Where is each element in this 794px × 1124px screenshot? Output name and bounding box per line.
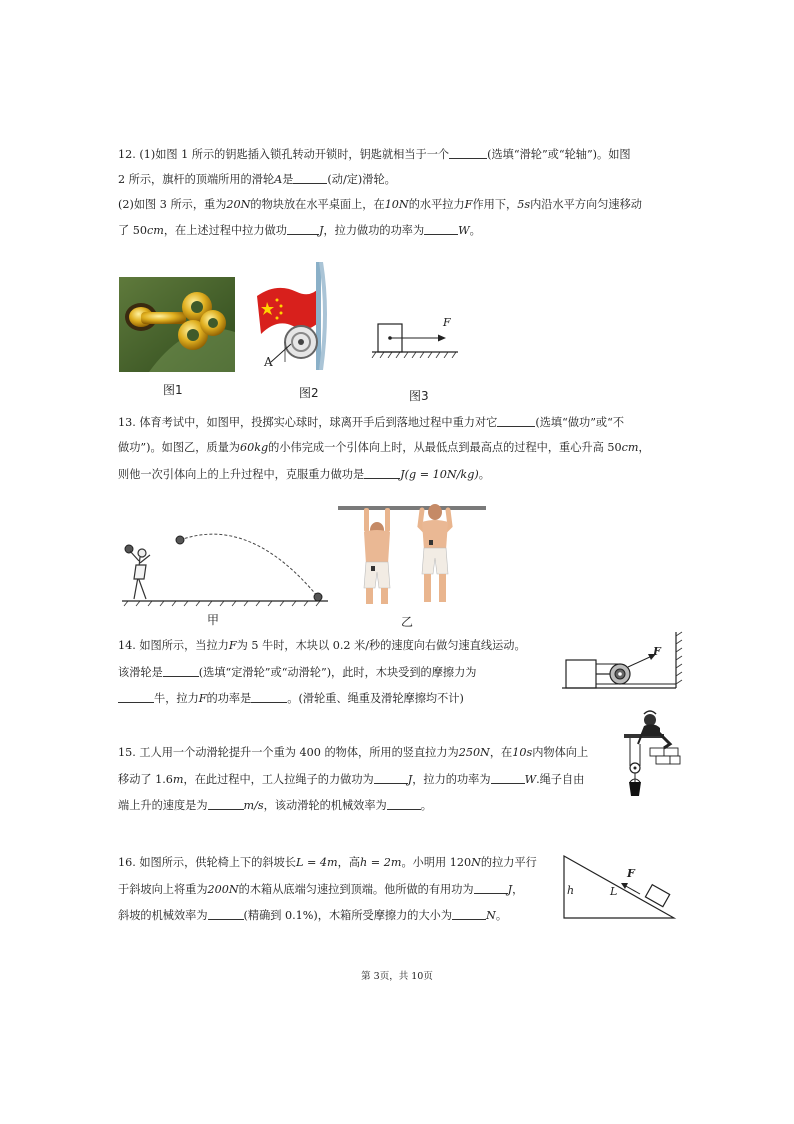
answer-blank[interactable]: [387, 799, 421, 810]
answer-blank[interactable]: [497, 416, 535, 427]
q12-line-3: (2)如图 3 所示，重为20N的物块放在水平桌面上，在10N的水平拉力F作用下，5s内沿水平方向匀速移动: [118, 198, 642, 211]
answer-blank[interactable]: [491, 773, 525, 784]
q16-line-3: 斜坡的机械效率为 (精确到 0.1%)，木箱所受摩擦力的大小为 N。: [118, 909, 508, 922]
q12-line-1: 12. (1)如图 1 所示的钥匙插入锁孔转动开锁时，钥匙就相当于一个 (选填“滑轮”或“轮轴”)。如图: [118, 148, 631, 161]
answer-blank[interactable]: [287, 224, 319, 235]
answer-blank[interactable]: [374, 773, 408, 784]
q12-line-4: 了 50cm，在上述过程中拉力做功 J，拉力做功的功率为 W。: [118, 224, 481, 237]
q15-line-1: 15. 工人用一个动滑轮提升一个重为 400 的物体，所用的竖直拉力为250N，在10s内物体向上: [118, 746, 589, 759]
answer-blank[interactable]: [118, 692, 154, 703]
answer-blank[interactable]: [424, 224, 458, 235]
figure-3-caption: 图3: [409, 389, 429, 403]
figure-2-flag-pulley: [255, 262, 335, 370]
figure-q16-label-l: L: [610, 885, 618, 898]
q13-line-1: 13. 体育考试中，如图甲，投掷实心球时，球离开手后到落地过程中重力对它 (选填“做功”或“不: [118, 416, 625, 429]
figure-q14-label-f: F: [653, 645, 661, 658]
answer-blank[interactable]: [293, 173, 327, 184]
q13-line-3: 则他一次引体向上的上升过程中，克服重力做功是 J(g = 10N/kg)。: [118, 468, 490, 481]
figure-q15-worker-pulley: [620, 708, 682, 800]
figure-q16-label-h: h: [567, 884, 575, 897]
q15-line-3: 端上升的速度是为 m/s，该动滑轮的机械效率为 。: [118, 799, 432, 812]
figure-yi-pull-up: [336, 500, 488, 608]
figure-jia-caption: 甲: [207, 613, 220, 627]
answer-blank[interactable]: [449, 148, 487, 159]
figure-2-label-a: A: [264, 355, 273, 369]
answer-blank[interactable]: [163, 666, 199, 677]
figure-1-key: [119, 277, 235, 372]
figure-q16-label-f: F: [627, 867, 635, 880]
answer-blank[interactable]: [208, 909, 244, 920]
figure-jia-shot-put: [120, 527, 330, 607]
figure-3-label-f: F: [443, 316, 451, 329]
answer-blank[interactable]: [474, 883, 508, 894]
q13-line-2: 做功”)。如图乙，质量为60kg的小伟完成一个引体向上时，从最低点到最高点的过程中，重心升高 50cm，: [118, 441, 650, 454]
page-footer: 第 3页，共 10页: [361, 971, 433, 982]
figure-q16-incline: [558, 852, 678, 922]
answer-blank[interactable]: [452, 909, 486, 920]
q16-line-2: 于斜坡向上将重为200N的木箱从底端匀速拉到顶端。他所做的有用功为 J，: [118, 883, 524, 896]
answer-blank[interactable]: [208, 799, 244, 810]
answer-blank[interactable]: [251, 692, 287, 703]
q14-line-3: 牛，拉力F的功率是 。(滑轮重、绳重及滑轮摩擦均不计): [118, 692, 690, 704]
q14-line-2: 该滑轮是 (选填“定滑轮”或“动滑轮”)，此时，木块受到的摩擦力为: [118, 666, 477, 679]
q16-line-1: 16. 如图所示，供轮椅上下的斜坡长L = 4m，高h = 2m。小明用 120N的拉力平行: [118, 856, 537, 869]
q14-line-1: 14. 如图所示，当拉力F为 5 牛时，木块以 0.2 米/秒的速度向右做匀速直线运动。: [118, 639, 526, 652]
answer-blank[interactable]: [364, 468, 400, 479]
figure-1-caption: 图1: [163, 383, 183, 397]
q12-line-2: 2 所示，旗杆的顶端所用的滑轮A是 (动/定)滑轮。: [118, 173, 396, 186]
figure-2-caption: 图2: [299, 386, 319, 400]
q15-line-2: 移动了 1.6m，在此过程中，工人拉绳子的力做功为 J，拉力的功率为 W.绳子自由: [118, 773, 585, 786]
figure-q14-pulley-block: [558, 630, 688, 692]
figure-yi-caption: 乙: [401, 615, 414, 629]
